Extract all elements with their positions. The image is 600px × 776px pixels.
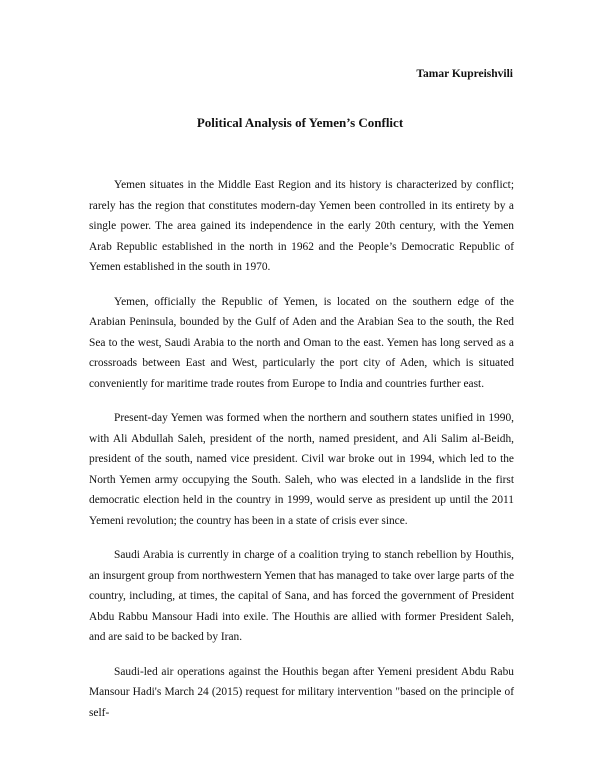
paragraph-4: Saudi Arabia is currently in charge of a coalition trying to stanch rebellion by Houthis, an insurgent group from northwestern Yemen that has managed to take over large parts of the country, including, at times, the capital of Sana, and has forced the government of President Abdu Rabbu Mansour Hadi into exile. The Houthis are allied with former President Saleh, and are said to be backed by Iran.	[89, 549, 514, 643]
document-body	[89, 175, 514, 737]
paragraph-3: Present-day Yemen was formed when the northern and southern states unified in 1990, with Ali Abdullah Saleh, president of the north, named president, and Ali Salim al-Beidh, president of the south, named vice president. Civil war broke out in 1994, which led to the North Yemen army occupying the South. Saleh, who was elected in a landslide in the first democratic election held in the country in 1999, would serve as president up until the 2011 Yemeni revolution; the country has been in a state of crisis ever since.	[89, 412, 514, 527]
author-name: Tamar Kupreishvili	[416, 68, 513, 80]
paragraph-2: Yemen, officially the Republic of Yemen, is located on the southern edge of the Arabian Peninsula, bounded by the Gulf of Aden and the Arabian Sea to the south, the Red Sea to the west, Saudi Arabia to the north and Oman to the east. Yemen has long served as a crossroads between East and West, particularly the port city of Aden, which is situated conveniently for maritime trade routes from Europe to India and countries further east.	[89, 295, 514, 390]
paragraph-1: Yemen situates in the Middle East Region and its history is characterized by conflict; rarely has the region that constitutes modern-day Yemen been controlled in its entirety by a single power. The area gained its independence in the early 20th century, with the Yemen Arab Republic established in the north in 1962 and the People’s Democratic Republic of Yemen established in the south in 1970.	[89, 179, 514, 273]
paragraph-5: Saudi-led air operations against the Houthis began after Yemeni president Abdu Rabu Mansour Hadi's March 24 (2015) request for military intervention "based on the principle of self-	[89, 665, 514, 719]
document-title: Political Analysis of Yemen’s Conflict	[196, 115, 404, 130]
